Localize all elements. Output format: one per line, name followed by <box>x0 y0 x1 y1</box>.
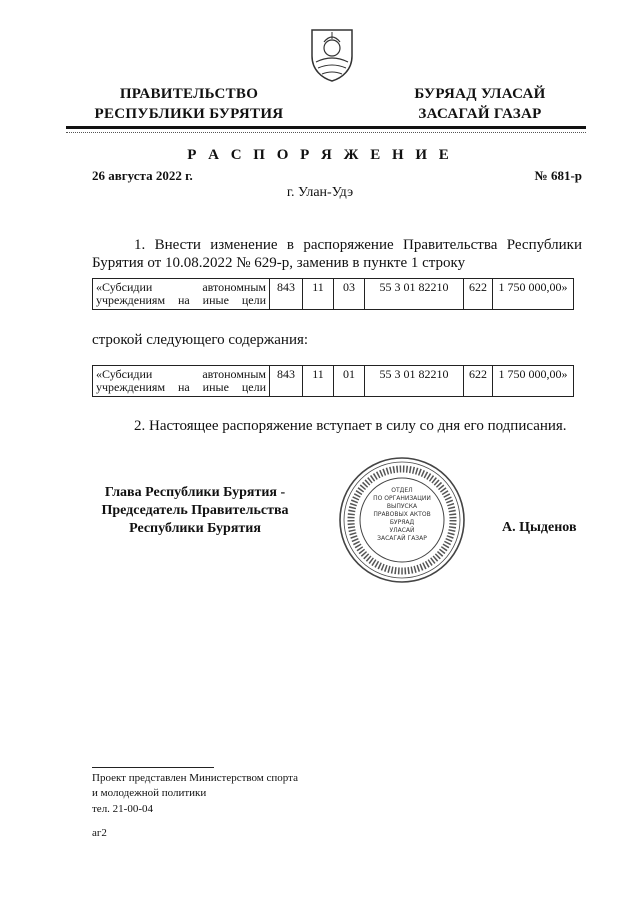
table-cell-amount: 1 750 000,00» <box>493 366 574 397</box>
signatory-title <box>80 484 310 538</box>
seal-line1: ОТДЕЛ <box>391 487 413 494</box>
table-cell-code: 843 <box>270 279 303 310</box>
table-cell-description: «Субсидии автономным учреждениям на иные цели <box>93 279 270 310</box>
header-left-line2: РЕСПУБЛИКИ БУРЯТИЯ <box>94 106 284 122</box>
seal-line4: ПРАВОВЫХ АКТОВ <box>373 511 431 518</box>
table-cell-amount: 1 750 000,00» <box>493 279 574 310</box>
table-cell-description: «Субсидии автономным учреждениям на иные цели <box>93 366 270 397</box>
government-name-buryat <box>400 84 560 124</box>
document-title: Р А С П О Р Я Ж Е Н И Е <box>187 147 453 163</box>
official-seal-stamp <box>338 456 466 584</box>
seal-line7: ЗАСАГАЙ ГАЗАР <box>377 535 427 542</box>
header-divider <box>66 126 586 129</box>
footer-divider <box>92 767 214 768</box>
paragraph-1: 1. Внести изменение в распоряжение Правительства Республики Бурятия от 10.08.2022 № 629-р, заменив в пункте 1 строку <box>92 237 582 271</box>
document-date: 26 августа 2022 г. <box>92 168 193 183</box>
header-right-line1: БУРЯАД УЛАСАЙ <box>414 86 546 102</box>
table-new-row <box>92 365 574 397</box>
footer-code: аг2 <box>92 827 107 839</box>
footer-phone: тел. 21-00-04 <box>92 803 154 815</box>
table-cell-subsection: 03 <box>334 279 365 310</box>
header-right-line2: ЗАСАГАЙ ГАЗАР <box>418 106 542 122</box>
table-cell-code: 843 <box>270 366 303 397</box>
table-row <box>93 366 574 397</box>
table-cell-subsection: 01 <box>334 366 365 397</box>
table-old-row <box>92 278 574 310</box>
signatory-name: А. Цыденов <box>502 520 577 535</box>
footer-line2: и молодежной политики <box>92 787 207 799</box>
table-row <box>93 279 574 310</box>
footer-line1: Проект представлен Министерством спорта <box>92 772 298 784</box>
table-cell-type: 622 <box>464 366 493 397</box>
signatory-title-line2: Председатель Правительства <box>101 503 289 518</box>
signatory-title-line1: Глава Республики Бурятия - <box>104 485 286 500</box>
header-left-line1: ПРАВИТЕЛЬСТВО <box>119 86 259 102</box>
seal-line6: УЛАСАЙ <box>389 527 415 534</box>
seal-line2: ПО ОРГАНИЗАЦИИ <box>373 495 431 502</box>
document-city: г. Улан-Удэ <box>286 185 354 200</box>
signatory-title-line3: Республики Бурятия <box>129 521 261 536</box>
document-number: № 681-р <box>534 168 582 183</box>
header-dotted-divider <box>66 132 586 133</box>
government-name-russian <box>84 84 294 124</box>
paragraph-2: 2. Настоящее распоряжение вступает в силу со дня его подписания. <box>134 418 567 434</box>
table-cell-article: 55 3 01 82210 <box>365 279 464 310</box>
table-cell-article: 55 3 01 82210 <box>365 366 464 397</box>
coat-of-arms-icon <box>306 26 358 82</box>
paragraph-between: строкой следующего содержания: <box>92 332 309 348</box>
seal-line3: ВЫПУСКА <box>386 503 418 510</box>
seal-line5: БУРЯАД <box>389 519 415 526</box>
table-cell-section: 11 <box>303 279 334 310</box>
table-cell-section: 11 <box>303 366 334 397</box>
table-cell-type: 622 <box>464 279 493 310</box>
